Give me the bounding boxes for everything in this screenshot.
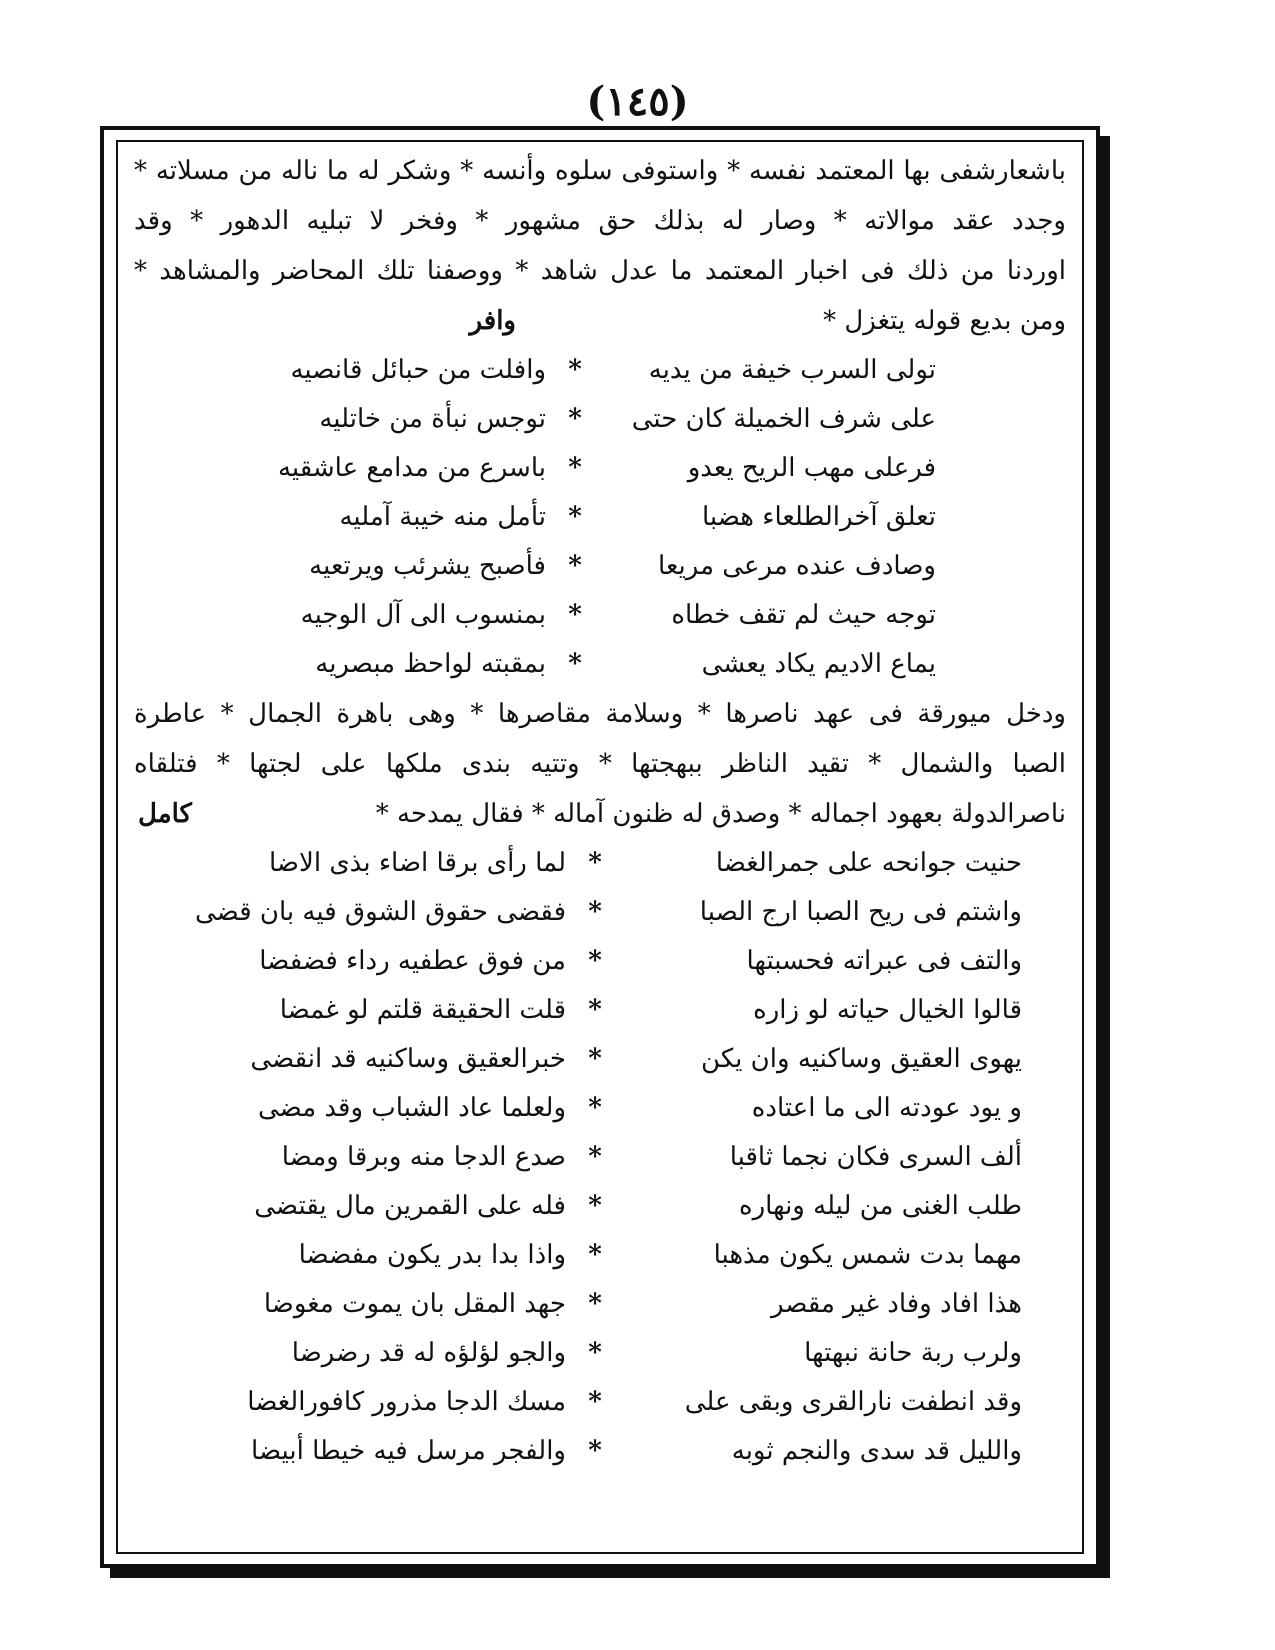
verse-separator: * bbox=[588, 995, 602, 1025]
verse-row bbox=[124, 986, 1076, 1035]
first-hemistich: واشتم فى ريح الصبا ارج الصبا bbox=[699, 897, 1022, 927]
first-hemistich: و يود عودته الى ما اعتاده bbox=[751, 1093, 1022, 1123]
verse-separator: * bbox=[568, 600, 582, 630]
first-hemistich: يماع الاديم يكاد يعشى bbox=[701, 649, 936, 679]
verse-row bbox=[124, 937, 1076, 986]
second-hemistich: قلت الحقيقة قلتم لو غمضا bbox=[279, 995, 566, 1025]
second-hemistich: لما رأى برقا اضاء بذى الاضا bbox=[269, 848, 566, 878]
verse-row bbox=[124, 542, 1076, 591]
first-hemistich: تعلق آخرالطلعاء هضبا bbox=[701, 502, 936, 532]
first-hemistich: مهما بدت شمس يكون مذهبا bbox=[713, 1240, 1022, 1270]
verse-row bbox=[124, 346, 1076, 395]
frame-shadow-right bbox=[1100, 136, 1110, 1578]
second-hemistich: بمقبته لواحظ مبصريه bbox=[315, 649, 546, 679]
verse-row bbox=[124, 1427, 1076, 1476]
second-hemistich: صدع الدجا منه وبرقا ومضا bbox=[281, 1142, 566, 1172]
first-hemistich: وقد انطفت نارالقرى وبقى على bbox=[684, 1387, 1022, 1417]
first-hemistich: والتف فى عبراته فحسبتها bbox=[746, 946, 1022, 976]
verse-separator: * bbox=[588, 1240, 602, 1270]
verse-separator: * bbox=[588, 1093, 602, 1123]
verse-row bbox=[124, 493, 1076, 542]
second-hemistich: ولعلما عاد الشباب وقد مضى bbox=[257, 1093, 566, 1123]
poem-intro bbox=[124, 789, 1076, 839]
verse-separator: * bbox=[588, 1191, 602, 1221]
first-hemistich: ألف السرى فكان نجما ثاقبا bbox=[729, 1142, 1022, 1172]
prose-line: باشعارشفى بها المعتمد نفسه * واستوفى سلوه وأنسه * وشكر له ما ناله من مسلاته * bbox=[134, 156, 1066, 186]
verse-row bbox=[124, 1084, 1076, 1133]
verse-row bbox=[124, 640, 1076, 689]
verse-separator: * bbox=[588, 1044, 602, 1074]
prose-line: ودخل ميورقة فى عهد ناصرها * وسلامة مقاصرها * وهى باهرة الجمال * عاطرة bbox=[134, 699, 1066, 729]
second-hemistich: مسك الدجا مذرور كافورالغضا bbox=[247, 1387, 566, 1417]
verse-row bbox=[124, 395, 1076, 444]
verse-row bbox=[124, 1231, 1076, 1280]
second-hemistich: فقضى حقوق الشوق فيه بان قضى bbox=[194, 897, 566, 927]
verse-separator: * bbox=[588, 946, 602, 976]
verse-separator: * bbox=[568, 355, 582, 385]
verse-separator: * bbox=[568, 649, 582, 679]
second-hemistich: خبرالعقيق وساكنيه قد انقضى bbox=[250, 1044, 566, 1074]
page-number: (١٤٥) bbox=[586, 78, 689, 125]
second-hemistich: باسرع من مدامع عاشقيه bbox=[277, 453, 546, 483]
verse-separator: * bbox=[588, 1387, 602, 1417]
second-hemistich: وافلت من حبائل قانصيه bbox=[290, 355, 546, 385]
first-hemistich: والليل قد سدى والنجم ثوبه bbox=[731, 1436, 1022, 1466]
second-hemistich: تأمل منه خيبة آمليه bbox=[339, 502, 546, 532]
first-hemistich: حنيت جوانحه على جمرالغضا bbox=[715, 848, 1022, 878]
verse-separator: * bbox=[588, 1436, 602, 1466]
first-hemistich: على شرف الخميلة كان حتى bbox=[631, 404, 936, 434]
first-hemistich: يهوى العقيق وساكنيه وان يكن bbox=[701, 1044, 1022, 1074]
verse-row bbox=[124, 1378, 1076, 1427]
first-hemistich: توجه حيث لم تقف خطاه bbox=[671, 600, 936, 630]
verse-separator: * bbox=[588, 1289, 602, 1319]
verse-row bbox=[124, 1280, 1076, 1329]
prose-line: الصبا والشمال * تقيد الناظر ببهجتها * وتتيه بندى ملكها على لجتها * فتلقاه bbox=[134, 749, 1066, 779]
frame-shadow-bottom bbox=[110, 1568, 1110, 1578]
second-hemistich: فأصبح يشرئب ويرتعيه bbox=[309, 551, 546, 581]
second-hemistich: جهد المقل بان يموت مغوضا bbox=[263, 1289, 566, 1319]
first-hemistich: تولى السرب خيفة من يديه bbox=[648, 355, 936, 385]
verse-separator: * bbox=[588, 897, 602, 927]
text-block bbox=[124, 146, 1076, 1546]
verse-row bbox=[124, 591, 1076, 640]
second-hemistich: واذا بدا بدر يكون مفضضا bbox=[298, 1240, 566, 1270]
first-hemistich: هذا افاد وفاد غير مقصر bbox=[770, 1289, 1022, 1319]
second-hemistich: فله على القمرين مال يقتضى bbox=[254, 1191, 566, 1221]
verse-row bbox=[124, 1329, 1076, 1378]
verse-separator: * bbox=[568, 551, 582, 581]
verse-separator: * bbox=[568, 404, 582, 434]
second-hemistich: توجس نبأة من خاتليه bbox=[319, 404, 546, 434]
verse-row bbox=[124, 444, 1076, 493]
poem-1 bbox=[124, 346, 1076, 689]
verse-row bbox=[124, 1182, 1076, 1231]
first-hemistich: طلب الغنى من ليله ونهاره bbox=[738, 1191, 1022, 1221]
verse-separator: * bbox=[568, 502, 582, 532]
second-hemistich: والجو لؤلؤه له قد رضرضا bbox=[291, 1338, 566, 1368]
meter-label: كامل bbox=[138, 799, 192, 829]
verse-row bbox=[124, 1035, 1076, 1084]
poem-intro-text: ناصرالدولة بعهود اجماله * وصدق له ظنون آماله * فقال يمدحه * bbox=[375, 799, 1066, 829]
verse-row bbox=[124, 1133, 1076, 1182]
poem-intro bbox=[124, 296, 1076, 346]
verse-row bbox=[124, 888, 1076, 937]
verse-separator: * bbox=[588, 1142, 602, 1172]
second-hemistich: والفجر مرسل فيه خيطا أبيضا bbox=[251, 1436, 566, 1466]
second-hemistich: بمنسوب الى آل الوجيه bbox=[300, 600, 546, 630]
first-hemistich: قالوا الخيال حياته لو زاره bbox=[753, 995, 1022, 1025]
prose-line: اوردنا من ذلك فى اخبار المعتمد ما عدل شاهد * ووصفنا تلك المحاضر والمشاهد * bbox=[134, 256, 1066, 286]
verse-separator: * bbox=[588, 1338, 602, 1368]
verse-separator: * bbox=[568, 453, 582, 483]
poem-2 bbox=[124, 839, 1076, 1476]
first-hemistich: وصادف عنده مرعى مريعا bbox=[658, 551, 936, 581]
first-hemistich: فرعلى مهب الريح يعدو bbox=[687, 453, 936, 483]
meter-label: وافر bbox=[469, 306, 516, 336]
verse-row bbox=[124, 839, 1076, 888]
first-hemistich: ولرب ربة حانة نبهتها bbox=[804, 1338, 1022, 1368]
second-hemistich: من فوق عطفيه رداء فضفضا bbox=[259, 946, 566, 976]
poem-intro-text: ومن بديع قوله يتغزل * bbox=[823, 306, 1066, 336]
prose-line: وجدد عقد موالاته * وصار له بذلك حق مشهور * وفخر لا تبليه الدهور * وقد bbox=[134, 206, 1066, 236]
verse-separator: * bbox=[588, 848, 602, 878]
